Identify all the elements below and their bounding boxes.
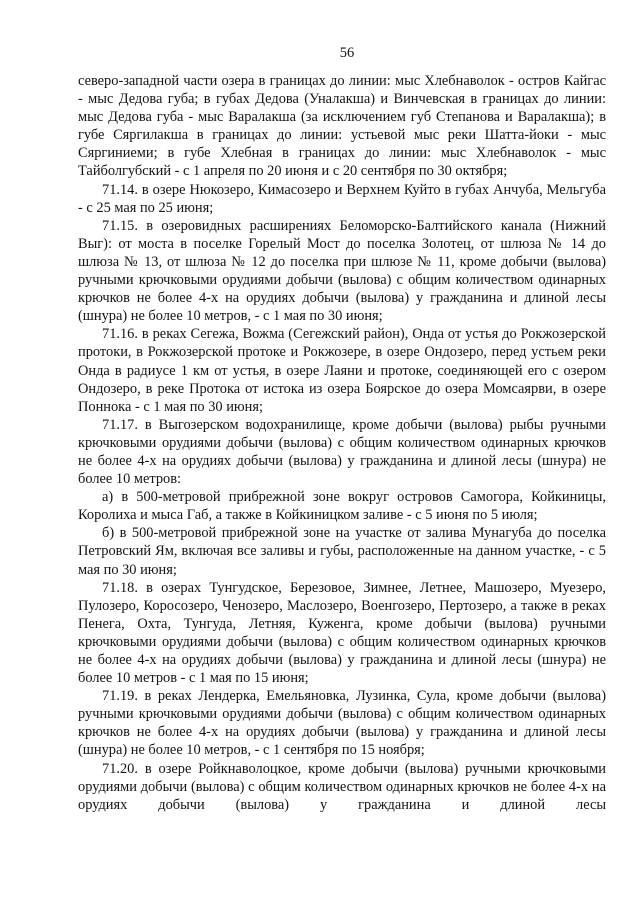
paragraph: 71.17. в Выгозерском водохранилище, кроме добычи (вылова) рыбы ручными крючковыми орудиями добычи (вылова) с общим количеством одинарных крючков не более 4-х на орудиях добычи (вылова) у гражданина и длиной лесы (шнура) не более 10 метров: xyxy=(78,416,606,488)
paragraph: 71.14. в озере Нюкозеро, Кимасозеро и Верхнем Куйто в губах Анчуба, Мельгуба - с 25 мая по 25 июня; xyxy=(78,181,606,216)
paragraph: а) в 500-метровой прибрежной зоне вокруг островов Самогора, Койкиницы, Королиха и мыса Габ, а также в Койкиницком заливе - с 5 июня по 5 июля; xyxy=(78,489,606,524)
page-number: 56 xyxy=(339,45,355,61)
paragraph: 71.15. в озеровидных расширениях Беломорско-Балтийского канала (Нижний Выг): от моста в поселке Горелый Мост до поселка Золотец, от шлюза № 14 до шлюза № 13, от шлюза № 12 до поселка при шлюзе № 11, кроме добычи (вылова) ручными крючковыми орудиями добычи (вылова) с общим количеством одинарных крючков не более 4-х на орудиях добычи (вылова) у гражданина и длиной лесы (шнура) не более 10 метров, - с 1 мая по 30 июня; xyxy=(78,217,606,325)
paragraph: 71.18. в озерах Тунгудское, Березовое, Зимнее, Летнее, Машозеро, Муезеро, Пулозеро, Коросозеро, Ченозеро, Маслозеро, Военгозеро, Пертозеро, а также в реках Пенега, Охта, Тунгуда, Летняя, Куженга, кроме добычи (вылова) ручными крючковыми орудиями добычи (вылова) с общим количеством одинарных крючков не более 4-х на орудиях добычи (вылова) у гражданина и длиной лесы (шнура) не более 10 метров - с 1 мая по 15 июня; xyxy=(78,579,606,687)
paragraph: северо-западной части озера в границах до линии: мыс Хлебнаволок - остров Кайгас - мыс Дедова губа; в губах Дедова (Уналакша) и Винчевская в границах до линии: мыс Дедова губа - мыс Варалакша (за исключением губ Степанова и Варалакша); в губе Сяргилакша в границах до линии: устьевой мыс реки Шатта-йоки - мыс Сяргиниеми; в губе Хлебная в границах до линии: мыс Хлебнаволок - мыс Тайболгубский - с 1 апреля по 20 июня и с 20 сентября по 30 октября; xyxy=(78,73,606,180)
paragraph: 71.19. в реках Лендерка, Емельяновка, Лузинка, Сула, кроме добычи (вылова) ручными крючковыми орудиями добычи (вылова) с общим количеством одинарных крючков не более 4-х на орудиях добычи (вылова) у гражданина и длиной лесы (шнура) не более 10 метров, - с 1 сентября по 15 ноября; xyxy=(78,688,606,759)
document-body xyxy=(78,72,606,814)
paragraph: 71.20. в озере Ройкнаволоцкое, кроме добычи (вылова) ручными крючковыми орудиями добычи (вылова) с общим количеством одинарных крючков не более 4-х на орудиях добычи (вылова) у гражданина и длиной лесы xyxy=(78,760,606,813)
paragraph: б) в 500-метровой прибрежной зоне на участке от залива Мунагуба до поселка Петровский Ям, включая все заливы и губы, расположенные на данном участке, - с 5 мая по 30 июня; xyxy=(78,525,606,578)
paragraph: 71.16. в реках Сегежа, Вожма (Сегежский район), Онда от устья до Рокжозерской протоки, в Рокжозерской протоке и Рокжозере, в озере Ондозеро, перед устьем реки Онда в радиусе 1 км от устья, в озере Лаяни и протоке, соединяющей его с озером Ондозеро, в реке Протока от истока из озера Боярское до озера Момсаярви, в озере Поннока - с 1 мая по 30 июня; xyxy=(78,326,606,415)
